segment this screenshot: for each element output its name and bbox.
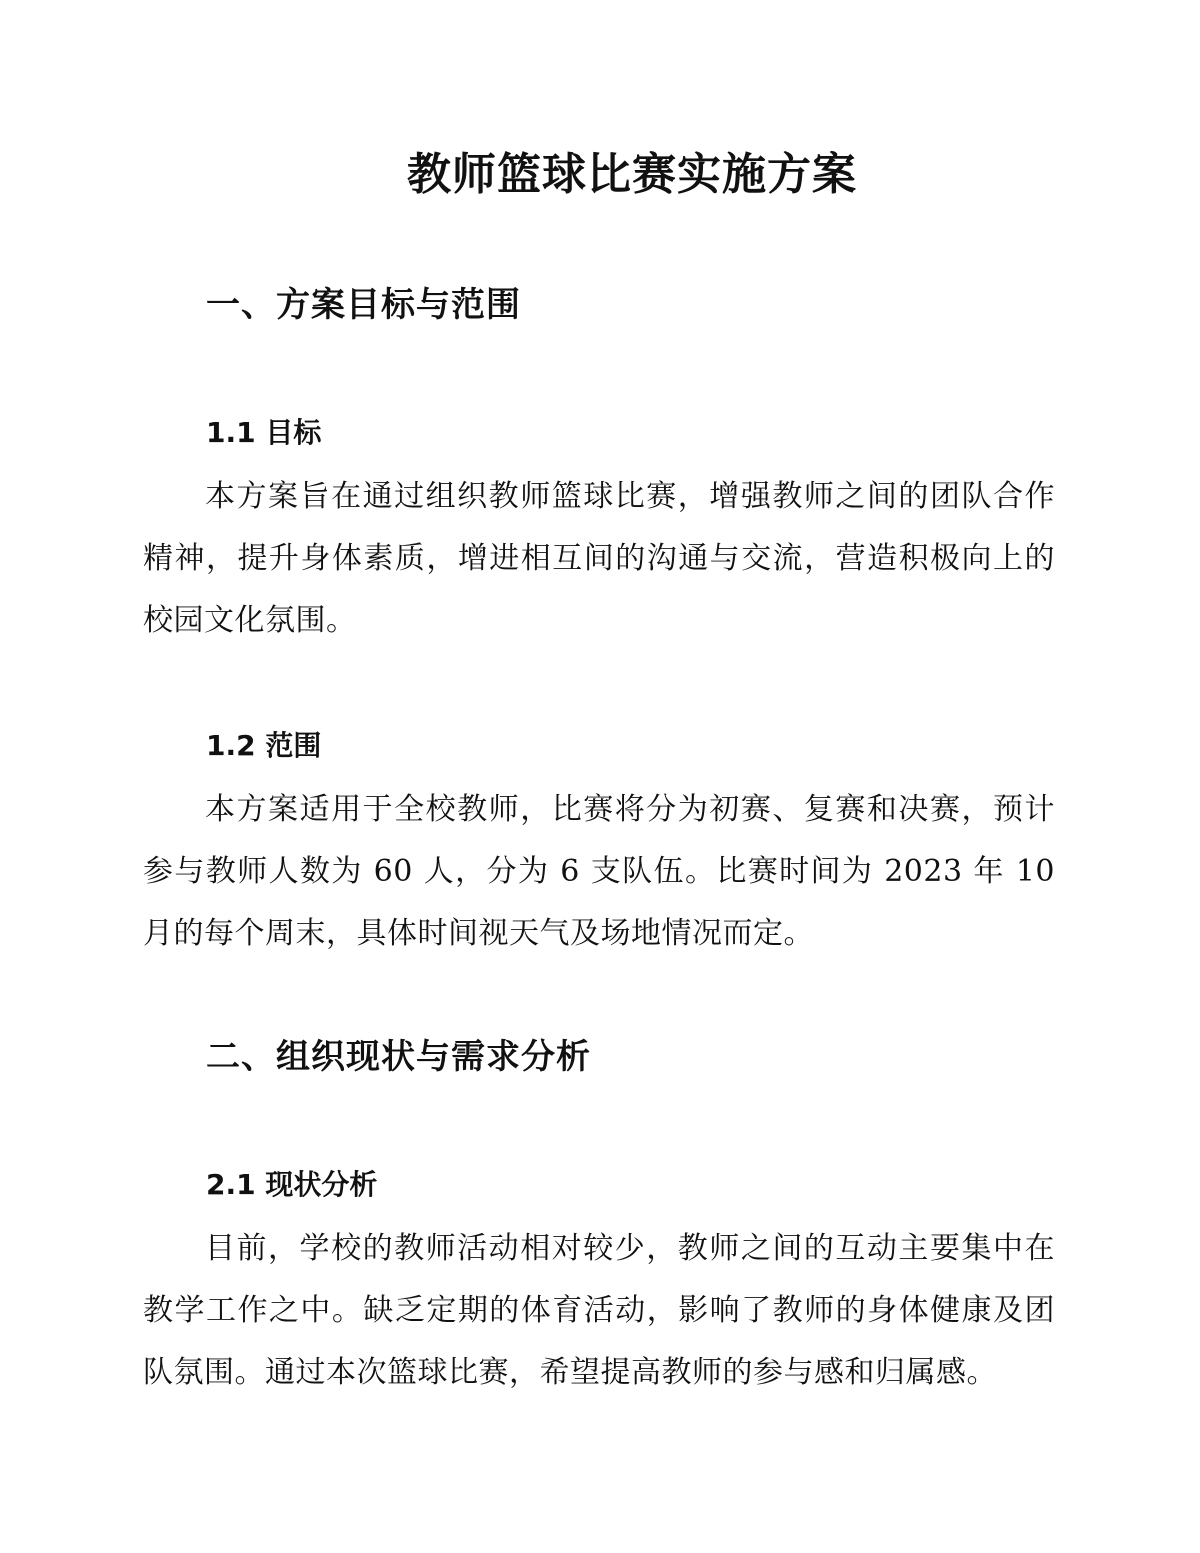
subsection-heading-1-2: 1.2 范围 <box>206 729 322 762</box>
subsection-heading-1-1: 1.1 目标 <box>206 416 322 449</box>
paragraph-1-1: 本方案旨在通过组织教师篮球比赛，增强教师之间的团队合作精神，提升身体素质，增进相互间的沟通与交流，营造积极向上的校园文化氛围。 <box>143 479 1055 638</box>
paragraph-2-1: 目前，学校的教师活动相对较少，教师之间的互动主要集中在教学工作之中。缺乏定期的体育活动，影响了教师的身体健康及团队氛围。通过本次篮球比赛，希望提高教师的参与感和归属感。 <box>143 1231 1055 1390</box>
section-heading-2: 二、组织现状与需求分析 <box>206 1037 591 1077</box>
paragraph-1-2: 本方案适用于全校教师，比赛将分为初赛、复赛和决赛，预计参与教师人数为 60 人，分为 6 支队伍。比赛时间为 2023 年 10 月的每个周末，具体时间视天气及场地情况而定。 <box>143 792 1055 951</box>
document-title: 教师篮球比赛实施方案 <box>407 149 857 200</box>
section-heading-1: 一、方案目标与范围 <box>206 285 521 325</box>
subsection-heading-2-1: 2.1 现状分析 <box>206 1168 378 1201</box>
